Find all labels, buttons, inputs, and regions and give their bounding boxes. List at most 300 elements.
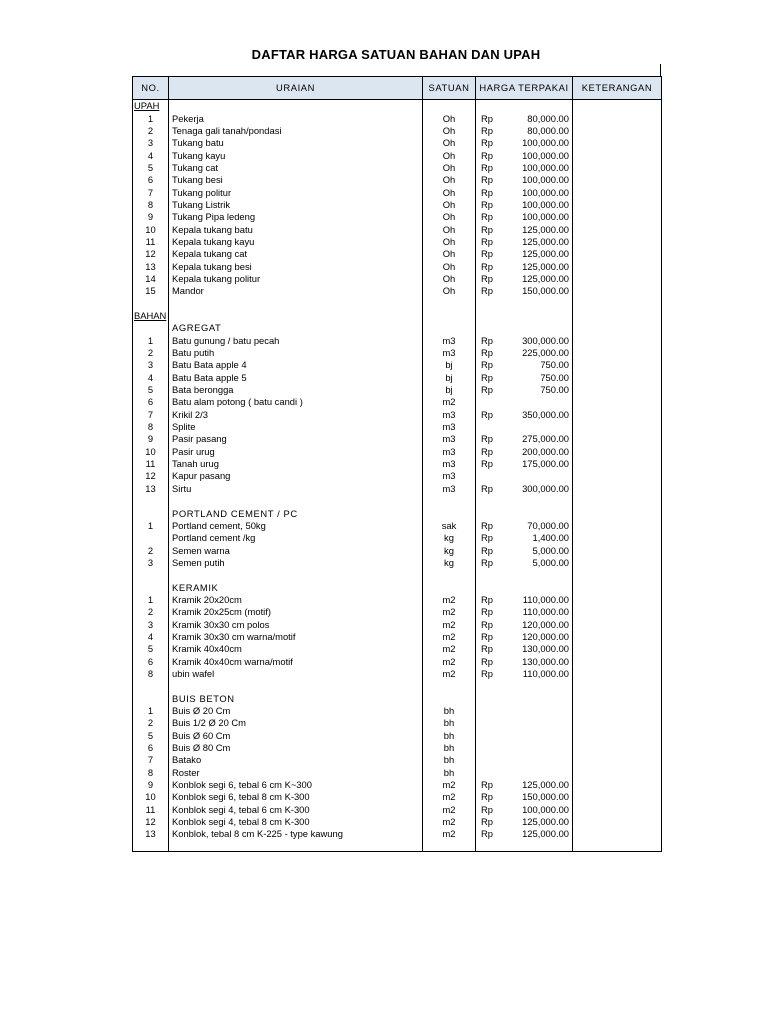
row-unit: Oh	[423, 273, 476, 285]
price-wrap	[476, 804, 569, 816]
empty-cell	[476, 495, 573, 507]
table-row	[133, 557, 662, 569]
row-description: Tukang cat	[169, 162, 423, 174]
price-wrap	[476, 137, 569, 149]
row-note	[573, 199, 662, 211]
table-row	[133, 705, 662, 717]
table-row	[133, 470, 662, 482]
price-wrap	[476, 557, 569, 569]
row-unit: m2	[423, 828, 476, 840]
price-amount: 200,000.00	[522, 445, 569, 457]
table-row	[133, 211, 662, 223]
row-number: 8	[133, 199, 169, 211]
row-number: 6	[133, 742, 169, 754]
row-description: Pekerja	[169, 112, 423, 124]
row-description: Bata berongga	[169, 384, 423, 396]
row-unit: m2	[423, 655, 476, 667]
empty-cell	[133, 322, 169, 334]
row-description: Batu Bata apple 4	[169, 359, 423, 371]
row-unit: Oh	[423, 112, 476, 124]
row-number: 13	[133, 483, 169, 495]
row-number: 4	[133, 372, 169, 384]
price-amount: 110,000.00	[522, 606, 569, 618]
row-number: 2	[133, 606, 169, 618]
row-unit: Oh	[423, 125, 476, 137]
price-amount: 110,000.00	[522, 593, 569, 605]
row-price	[476, 384, 573, 396]
table-row	[133, 149, 662, 161]
price-wrap	[476, 656, 569, 668]
row-number: 11	[133, 458, 169, 470]
header-uraian: URAIAN	[169, 77, 423, 100]
price-amount: 80,000.00	[527, 112, 569, 124]
row-description: Kramik 30x30 cm warna/motif	[169, 631, 423, 643]
price-wrap	[476, 335, 569, 347]
row-note	[573, 458, 662, 470]
row-price	[476, 446, 573, 458]
empty-cell	[573, 322, 662, 334]
row-unit: Oh	[423, 236, 476, 248]
price-amount: 125,000.00	[522, 248, 569, 260]
blank-row	[133, 298, 662, 310]
currency-label: Rp	[481, 235, 493, 247]
table-row	[133, 186, 662, 198]
price-wrap	[476, 828, 569, 840]
currency-label: Rp	[481, 791, 493, 803]
row-unit: m2	[423, 816, 476, 828]
table-row	[133, 396, 662, 408]
row-number: 5	[133, 384, 169, 396]
row-price	[476, 717, 573, 729]
currency-label: Rp	[481, 334, 493, 346]
table-header-row	[133, 77, 662, 100]
price-amount: 125,000.00	[522, 235, 569, 247]
row-price	[476, 186, 573, 198]
table-row	[133, 544, 662, 556]
row-number: 10	[133, 446, 169, 458]
empty-cell	[476, 507, 573, 519]
table-row	[133, 618, 662, 630]
table-row	[133, 409, 662, 421]
row-description: Krikil 2/3	[169, 409, 423, 421]
empty-cell	[573, 100, 662, 113]
row-number: 5	[133, 162, 169, 174]
currency-label: Rp	[481, 124, 493, 136]
row-price	[476, 705, 573, 717]
group-label: AGREGAT	[169, 322, 423, 334]
row-note	[573, 655, 662, 667]
empty-cell	[133, 507, 169, 519]
table-row	[133, 223, 662, 235]
row-number: 6	[133, 655, 169, 667]
empty-cell	[133, 495, 169, 507]
empty-cell	[476, 693, 573, 705]
group-label: KERAMIK	[169, 581, 423, 593]
row-price	[476, 248, 573, 260]
row-unit: m2	[423, 618, 476, 630]
group-label: BUIS BETON	[169, 693, 423, 705]
table-row	[133, 804, 662, 816]
row-note	[573, 273, 662, 285]
row-number: 3	[133, 137, 169, 149]
table-row	[133, 285, 662, 297]
row-number: 2	[133, 717, 169, 729]
row-note	[573, 396, 662, 408]
row-number: 6	[133, 174, 169, 186]
section-row	[133, 310, 662, 322]
table-row	[133, 779, 662, 791]
table-row	[133, 384, 662, 396]
row-price	[476, 433, 573, 445]
table-row	[133, 335, 662, 347]
table-row	[133, 446, 662, 458]
currency-label: Rp	[481, 384, 493, 396]
row-number: 13	[133, 828, 169, 840]
row-price	[476, 162, 573, 174]
price-wrap	[476, 631, 569, 643]
row-note	[573, 223, 662, 235]
price-wrap	[476, 359, 569, 371]
header-no: NO.	[133, 77, 169, 100]
table-row	[133, 137, 662, 149]
row-description: Kepala tukang batu	[169, 223, 423, 235]
table-row	[133, 433, 662, 445]
row-description: Konblok segi 4, tebal 8 cm K-300	[169, 816, 423, 828]
row-note	[573, 520, 662, 532]
row-number: 4	[133, 631, 169, 643]
blank-row	[133, 680, 662, 692]
row-unit: m3	[423, 421, 476, 433]
row-unit: m3	[423, 347, 476, 359]
price-wrap	[476, 545, 569, 557]
price-amount: 225,000.00	[522, 347, 569, 359]
table-row	[133, 347, 662, 359]
row-note	[573, 816, 662, 828]
row-unit: m3	[423, 446, 476, 458]
row-description: Kramik 40x40cm warna/motif	[169, 655, 423, 667]
row-unit: Oh	[423, 174, 476, 186]
price-amount: 120,000.00	[522, 630, 569, 642]
row-note	[573, 594, 662, 606]
row-note	[573, 236, 662, 248]
table-row	[133, 372, 662, 384]
row-price	[476, 544, 573, 556]
empty-cell	[476, 841, 573, 852]
row-unit: m3	[423, 335, 476, 347]
row-description: Kepala tukang besi	[169, 260, 423, 272]
price-amount: 300,000.00	[522, 482, 569, 494]
row-number: 14	[133, 273, 169, 285]
row-price	[476, 174, 573, 186]
row-price	[476, 754, 573, 766]
row-price	[476, 791, 573, 803]
price-amount: 1,400.00	[532, 532, 569, 544]
row-price	[476, 409, 573, 421]
row-price	[476, 618, 573, 630]
currency-label: Rp	[481, 260, 493, 272]
price-amount: 100,000.00	[522, 803, 569, 815]
currency-label: Rp	[481, 458, 493, 470]
price-amount: 350,000.00	[522, 408, 569, 420]
table-row	[133, 791, 662, 803]
row-unit: bh	[423, 742, 476, 754]
price-amount: 175,000.00	[522, 458, 569, 470]
row-unit: bh	[423, 717, 476, 729]
section-row	[133, 100, 662, 113]
row-price	[476, 668, 573, 680]
row-unit: Oh	[423, 199, 476, 211]
table-row	[133, 717, 662, 729]
row-number: 13	[133, 260, 169, 272]
price-wrap	[476, 384, 569, 396]
row-description: Kepala tukang politur	[169, 273, 423, 285]
row-unit: m2	[423, 804, 476, 816]
row-price	[476, 779, 573, 791]
price-wrap	[476, 643, 569, 655]
empty-cell	[476, 680, 573, 692]
row-unit: Oh	[423, 223, 476, 235]
row-unit: m2	[423, 606, 476, 618]
table-row	[133, 828, 662, 840]
empty-cell	[423, 495, 476, 507]
row-note	[573, 174, 662, 186]
price-table	[132, 76, 662, 852]
row-number: 11	[133, 804, 169, 816]
price-wrap	[476, 606, 569, 618]
empty-cell	[573, 581, 662, 593]
row-price	[476, 767, 573, 779]
row-number: 1	[133, 705, 169, 717]
price-amount: 130,000.00	[522, 655, 569, 667]
empty-cell	[573, 310, 662, 322]
row-number: 7	[133, 186, 169, 198]
row-price	[476, 421, 573, 433]
row-unit: Oh	[423, 260, 476, 272]
row-note	[573, 125, 662, 137]
row-number: 12	[133, 248, 169, 260]
price-amount: 150,000.00	[522, 285, 569, 297]
price-amount: 750.00	[540, 371, 569, 383]
price-wrap	[476, 224, 569, 236]
row-note	[573, 433, 662, 445]
price-wrap	[476, 162, 569, 174]
row-price	[476, 211, 573, 223]
row-description: Pasir urug	[169, 446, 423, 458]
row-unit: bh	[423, 767, 476, 779]
row-number: 10	[133, 223, 169, 235]
row-description: Tukang Pipa ledeng	[169, 211, 423, 223]
empty-cell	[573, 507, 662, 519]
price-wrap	[476, 211, 569, 223]
row-description: Portland cement, 50kg	[169, 520, 423, 532]
price-amount: 5,000.00	[532, 556, 569, 568]
row-price	[476, 125, 573, 137]
table-row	[133, 199, 662, 211]
currency-label: Rp	[481, 161, 493, 173]
empty-cell	[476, 310, 573, 322]
row-note	[573, 372, 662, 384]
currency-label: Rp	[481, 174, 493, 186]
row-note	[573, 754, 662, 766]
table-row	[133, 260, 662, 272]
empty-cell	[423, 693, 476, 705]
row-description: Buis Ø 60 Cm	[169, 730, 423, 742]
row-description: Tukang Listrik	[169, 199, 423, 211]
row-description: Kepala tukang kayu	[169, 236, 423, 248]
empty-cell	[573, 680, 662, 692]
row-unit: kg	[423, 557, 476, 569]
row-number: 2	[133, 544, 169, 556]
row-description: Konblok segi 6, tebal 6 cm K~300	[169, 779, 423, 791]
blank-row	[133, 569, 662, 581]
empty-cell	[423, 680, 476, 692]
row-price	[476, 483, 573, 495]
empty-cell	[169, 841, 423, 852]
row-number: 9	[133, 211, 169, 223]
row-unit: bj	[423, 384, 476, 396]
currency-label: Rp	[481, 248, 493, 260]
row-note	[573, 409, 662, 421]
table-row	[133, 594, 662, 606]
row-number: 2	[133, 347, 169, 359]
empty-cell	[573, 495, 662, 507]
row-note	[573, 618, 662, 630]
row-number: 7	[133, 409, 169, 421]
row-note	[573, 470, 662, 482]
empty-cell	[169, 680, 423, 692]
empty-cell	[573, 693, 662, 705]
currency-label: Rp	[481, 655, 493, 667]
row-description: Kapur pasang	[169, 470, 423, 482]
table-row	[133, 112, 662, 124]
empty-cell	[423, 100, 476, 113]
row-price	[476, 149, 573, 161]
row-description: Splite	[169, 421, 423, 433]
empty-cell	[423, 841, 476, 852]
row-description: Konblok segi 6, tebal 8 cm K-300	[169, 791, 423, 803]
table-edge-line	[660, 64, 661, 76]
price-wrap	[476, 668, 569, 680]
row-description: Batu putih	[169, 347, 423, 359]
price-wrap	[476, 113, 569, 125]
price-wrap	[476, 619, 569, 631]
row-note	[573, 285, 662, 297]
empty-cell	[169, 298, 423, 310]
price-wrap	[476, 248, 569, 260]
row-note	[573, 767, 662, 779]
currency-label: Rp	[481, 186, 493, 198]
row-unit: m3	[423, 409, 476, 421]
price-amount: 100,000.00	[522, 149, 569, 161]
row-price	[476, 372, 573, 384]
row-number: 11	[133, 236, 169, 248]
row-description: Tukang politur	[169, 186, 423, 198]
row-note	[573, 643, 662, 655]
row-unit: m3	[423, 483, 476, 495]
row-description: Kramik 20x20cm	[169, 594, 423, 606]
empty-cell	[133, 841, 169, 852]
table-row	[133, 606, 662, 618]
row-description: Mandor	[169, 285, 423, 297]
row-note	[573, 446, 662, 458]
row-price	[476, 112, 573, 124]
row-note	[573, 186, 662, 198]
price-amount: 100,000.00	[522, 137, 569, 149]
price-wrap	[476, 409, 569, 421]
page-title: DAFTAR HARGA SATUAN BAHAN DAN UPAH	[251, 47, 541, 62]
row-note	[573, 248, 662, 260]
row-price	[476, 260, 573, 272]
row-note	[573, 631, 662, 643]
price-amount: 125,000.00	[522, 779, 569, 791]
row-note	[573, 705, 662, 717]
currency-label: Rp	[481, 272, 493, 284]
price-wrap	[476, 150, 569, 162]
row-note	[573, 149, 662, 161]
row-unit: bj	[423, 359, 476, 371]
empty-cell	[423, 298, 476, 310]
empty-cell	[169, 569, 423, 581]
row-number: 9	[133, 433, 169, 445]
group-row	[133, 507, 662, 519]
row-price	[476, 606, 573, 618]
row-price	[476, 730, 573, 742]
price-amount: 120,000.00	[522, 618, 569, 630]
row-note	[573, 260, 662, 272]
table-row	[133, 273, 662, 285]
row-price	[476, 223, 573, 235]
row-unit: Oh	[423, 211, 476, 223]
currency-label: Rp	[481, 618, 493, 630]
empty-cell	[133, 581, 169, 593]
currency-label: Rp	[481, 285, 493, 297]
empty-cell	[476, 322, 573, 334]
row-price	[476, 804, 573, 816]
row-unit: bh	[423, 705, 476, 717]
row-unit: Oh	[423, 149, 476, 161]
price-wrap	[476, 347, 569, 359]
row-description: Semen putih	[169, 557, 423, 569]
row-unit: m3	[423, 433, 476, 445]
currency-label: Rp	[481, 347, 493, 359]
empty-cell	[169, 310, 423, 322]
price-wrap	[476, 594, 569, 606]
row-price	[476, 828, 573, 840]
table-body	[133, 100, 662, 852]
row-note	[573, 742, 662, 754]
row-number: 4	[133, 149, 169, 161]
row-description: Tukang kayu	[169, 149, 423, 161]
row-description: Kramik 40x40cm	[169, 643, 423, 655]
currency-label: Rp	[481, 532, 493, 544]
table-row	[133, 767, 662, 779]
currency-label: Rp	[481, 408, 493, 420]
row-unit: Oh	[423, 186, 476, 198]
row-number: 12	[133, 816, 169, 828]
price-wrap	[476, 520, 569, 532]
row-note	[573, 668, 662, 680]
row-price	[476, 631, 573, 643]
row-description: Kepala tukang cat	[169, 248, 423, 260]
table-row	[133, 742, 662, 754]
row-description: Roster	[169, 767, 423, 779]
row-description: ubin wafel	[169, 668, 423, 680]
empty-cell	[133, 569, 169, 581]
row-note	[573, 211, 662, 223]
currency-label: Rp	[481, 149, 493, 161]
currency-label: Rp	[481, 112, 493, 124]
row-unit: Oh	[423, 248, 476, 260]
